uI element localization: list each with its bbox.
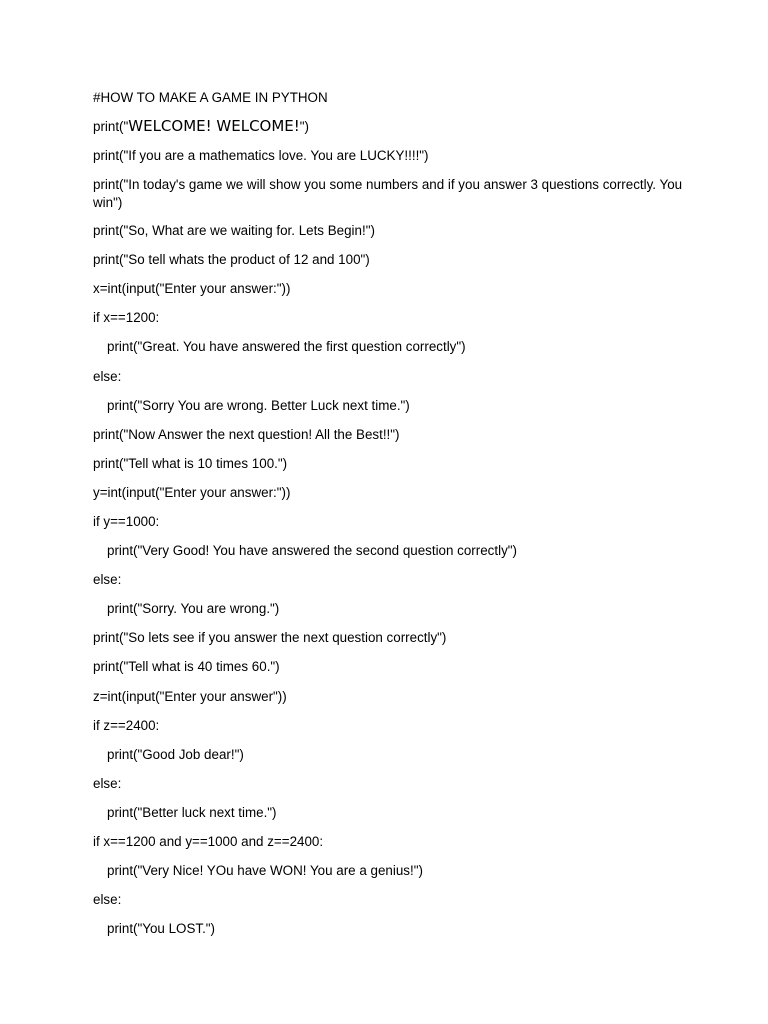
code-line: if y==1000: [93,514,160,530]
code-line: else: [93,775,122,791]
code-line: print("Now Answer the next question! All the Best!!") [93,426,400,442]
welcome-big-text: WELCOME! WELCOME! [128,116,300,135]
code-line: print("So lets see if you answer the next question correctly") [93,630,447,646]
code-line: print("You LOST.") [107,921,215,937]
code-line: if x==1200: [93,310,160,326]
code-line: print("In today's game we will show you some numbers and if you answer 3 questions correctly. You win") [93,176,686,211]
code-line: print("Sorry. You are wrong.") [107,601,280,617]
code-line: else: [93,572,122,588]
welcome-prefix: print(" [93,118,129,134]
code-line: print("Tell what is 10 times 100.") [93,455,288,471]
code-line: print("So, What are we waiting for. Lets Begin!") [93,223,375,239]
code-line: print("Good Job dear!") [107,746,244,762]
code-line: z=int(input("Enter your answer")) [93,688,287,704]
welcome-suffix: ") [299,118,310,134]
code-line: if x==1200 and y==1000 and z==2400: [93,834,324,850]
code-line: print("Great. You have answered the first question correctly") [107,339,466,355]
code-line: if z==2400: [93,717,160,733]
code-line: print("Sorry You are wrong. Better Luck next time.") [107,397,410,413]
code-line: print("If you are a mathematics love. You are LUCKY!!!!") [93,147,429,163]
code-line-welcome [93,117,708,137]
code-line: print("So tell whats the product of 12 and 100") [93,252,370,268]
code-line: print("Very Good! You have answered the second question correctly") [107,543,517,559]
code-line: print("Better luck next time.") [107,804,277,820]
code-line: else: [93,892,122,908]
code-line: x=int(input("Enter your answer:")) [93,281,291,297]
code-line: y=int(input("Enter your answer:")) [93,484,291,500]
code-line: else: [93,368,122,384]
document-heading: #HOW TO MAKE A GAME IN PYTHON [93,90,328,105]
code-line: print("Very Nice! YOu have WON! You are a genius!") [107,863,423,879]
code-line: print("Tell what is 40 times 60.") [93,659,280,675]
